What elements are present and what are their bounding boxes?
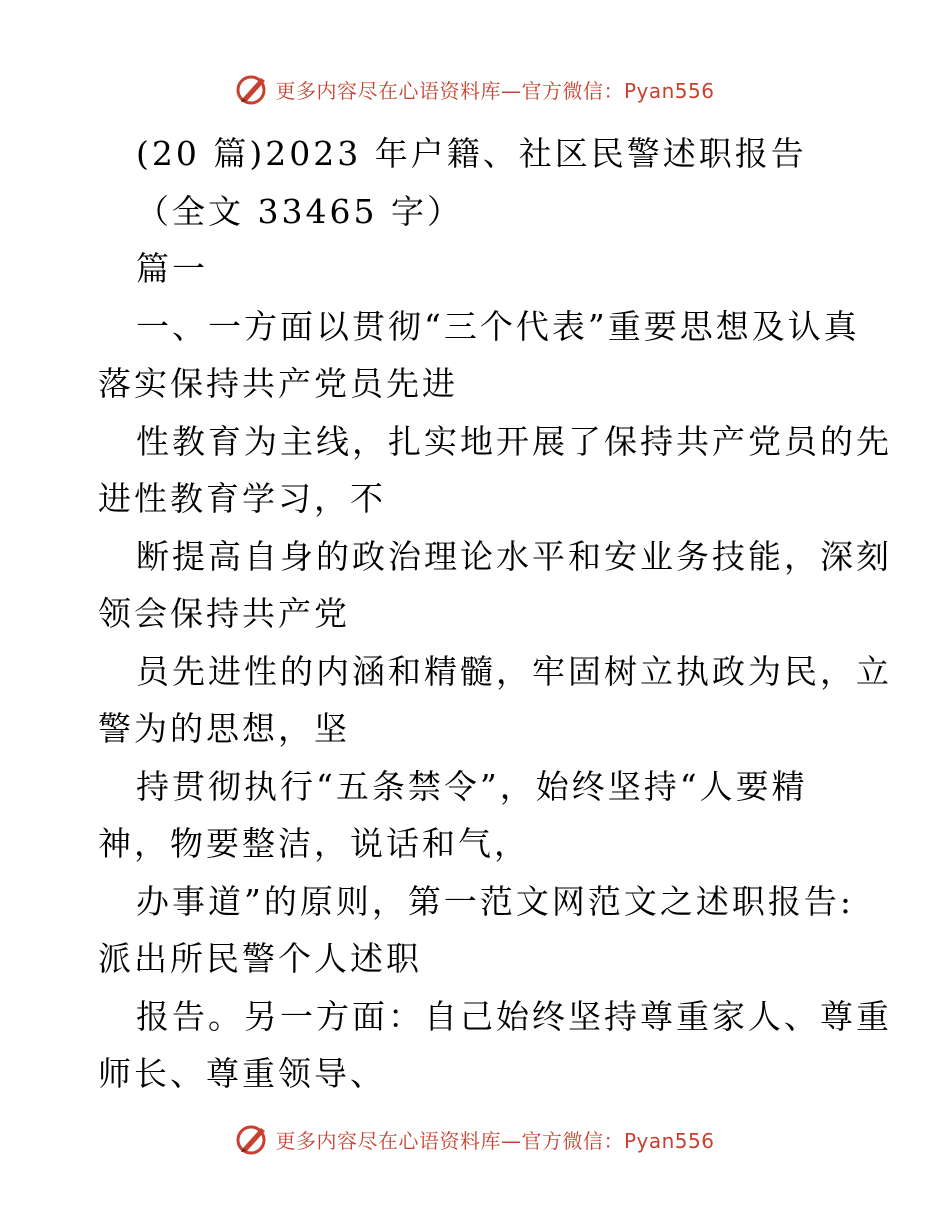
paragraph-line: 一、一方面以贯彻“三个代表”重要思想及认真 — [136, 306, 860, 346]
paragraph-line: 员先进性的内涵和精髓，牢固树立执政为民，立 — [136, 651, 892, 691]
watermark-banner-bottom — [0, 1122, 950, 1156]
pen-logo-icon — [235, 72, 269, 106]
paragraph-line: 持贯彻执行“五条禁令”，始终坚持“人要精 — [136, 766, 808, 806]
document-title: (20 篇)2023 年户籍、社区民警述职报告 — [136, 134, 807, 173]
watermark-text: 更多内容尽在心语资料库—官方微信：Pyan556 — [275, 1128, 715, 1153]
section-heading: 篇一 — [136, 249, 208, 288]
paragraph-line: 师长、尊重领导、 — [98, 1054, 386, 1093]
paragraph-line: 落实保持共产党员先进 — [98, 364, 458, 403]
document-body — [98, 125, 892, 1103]
paragraph-line: 神，物要整洁，说话和气， — [98, 824, 530, 863]
paragraph-line: 进性教育学习，不 — [98, 479, 386, 518]
paragraph-line: 办事道”的原则，第一范文网范文之述职报告: — [136, 881, 854, 921]
paragraph-line: 警为的思想，坚 — [98, 709, 350, 748]
paragraph-line: 性教育为主线，扎实地开展了保持共产党员的先 — [136, 421, 892, 461]
pen-logo-icon — [235, 1122, 269, 1156]
watermark-banner-top — [0, 72, 950, 106]
paragraph-line: 领会保持共产党 — [98, 594, 350, 633]
watermark-text: 更多内容尽在心语资料库—官方微信：Pyan556 — [275, 78, 715, 103]
word-count: （全文 33465 字） — [136, 191, 463, 231]
paragraph-line: 报告。另一方面：自己始终坚持尊重家人、尊重 — [136, 996, 892, 1036]
paragraph-line: 断提高自身的政治理论水平和安业务技能，深刻 — [136, 536, 892, 576]
paragraph-line: 派出所民警个人述职 — [98, 939, 422, 978]
